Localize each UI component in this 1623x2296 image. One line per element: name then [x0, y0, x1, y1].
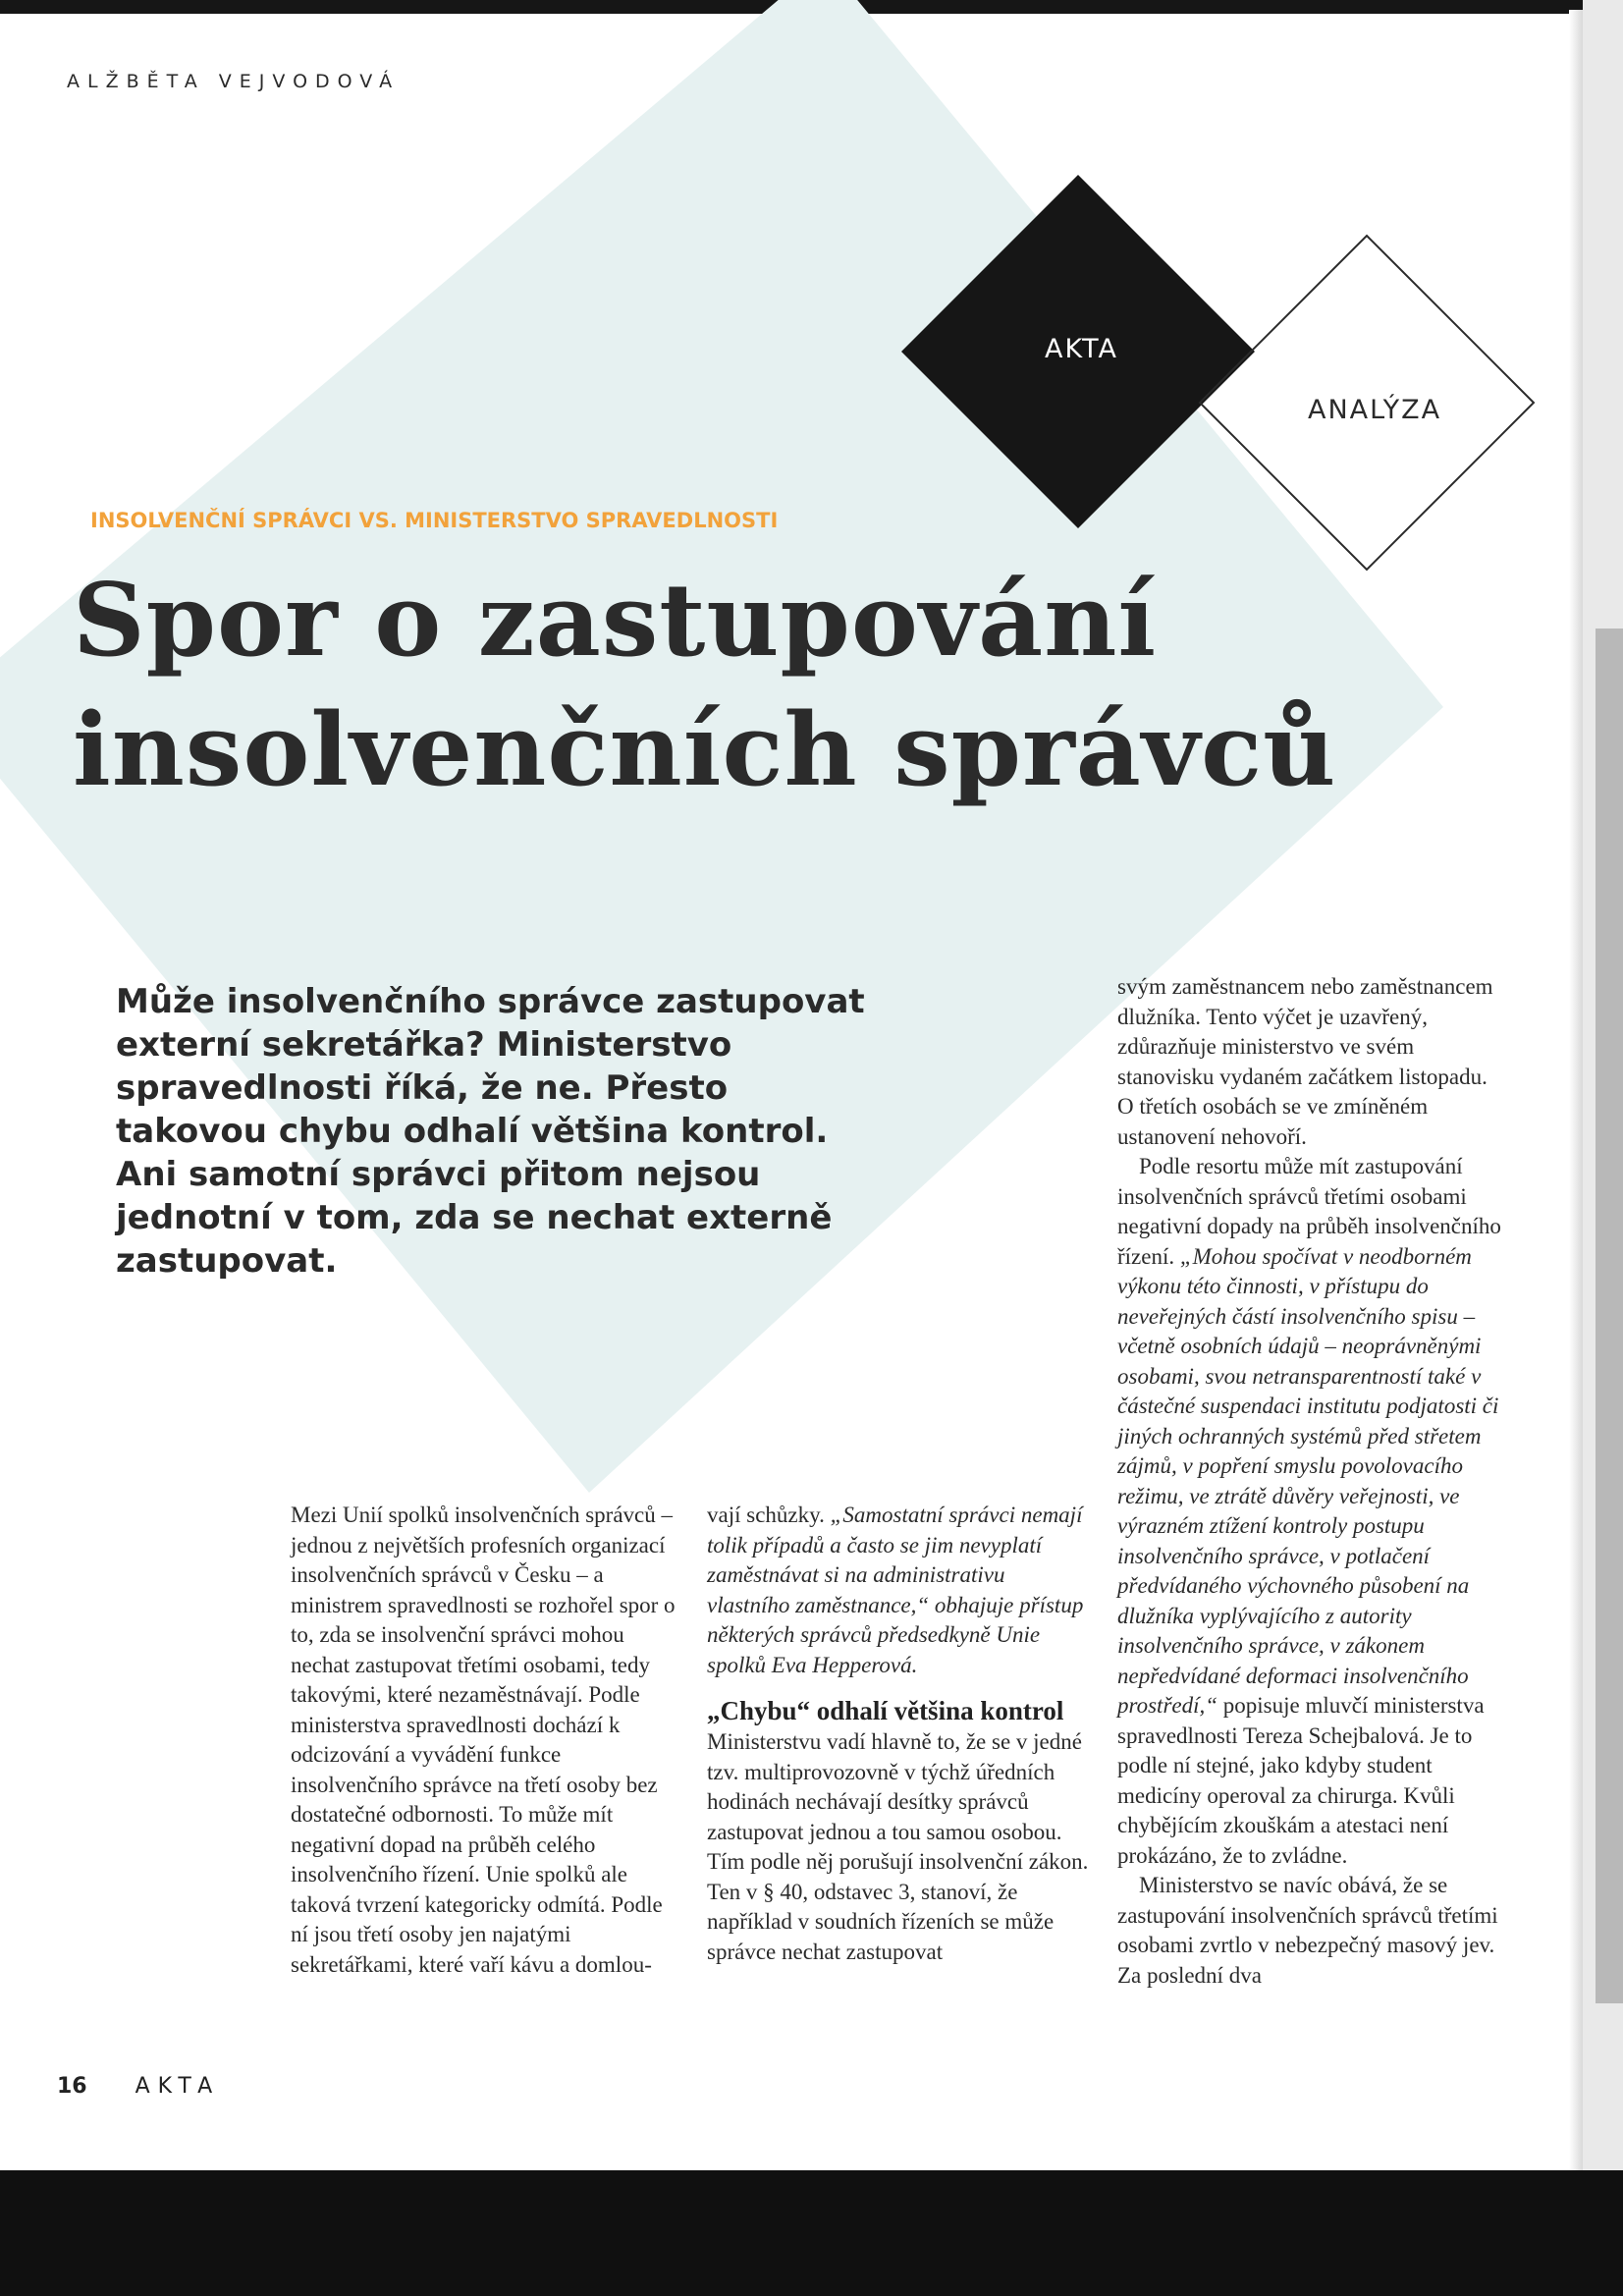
- quote: „Mohou spočívat v neodborném výkonu této činnosti, v přístupu do neveřejných částí insolvenčního spisu – včetně osobních údajů – neoprávněnými osobami, svou netransparentností také v částečné suspendaci institutu podjatosti či jiných ochranných systémů před střetem zájmů, v popření smyslu povolovacího režimu, ve ztrátě důvěry veřejnosti, ve výrazném ztížení kontroly postupu insolvenčního správce, v potlačení předvídaného výchovného působení na dlužníka vyplývajícího z autority insolvenčního správce, v zákonem nepředvídané deformaci insolvenčního prostředí,“: [1117, 1243, 1499, 1718]
- title-line-1: Spor o zastupování: [73, 562, 1158, 680]
- article-lead: Může insolvenčního správce zastupovat externí sekretářka? Ministerstvo spravedlnosti říká, že ne. Přesto takovou chybu odhalí většina kontrol. Ani samotní správci přitom nejsou jednotní v tom, zda se nechat externě zastupovat.: [116, 982, 865, 1281]
- body-column-3: [1117, 972, 1502, 1991]
- paragraph: [1117, 1152, 1502, 1871]
- paragraph: [707, 1501, 1092, 1680]
- paragraph: Mezi Unií spolků insolvenčních správců – jednou z největších profesních organizací insolvenčních správců v Česku – a ministrem spravedlnosti se rozhořel spor o to, zda se insolvenční správci mohou nechat zastupovat třetími osobami, tedy takovými, které nezaměstnávají. Podle ministerstva spravedlnosti dochází k odcizování a vyvádění funkce insolvenčního správce na třetí osoby bez dostatečné odbornosti. To může mít negativní dopad na průběh celého insolvenčního řízení. Unie spolků ale taková tvrzení kategoricky odmítá. Podle ní jsou třetí osoby jen najatými sekretářkami, které vaří kávu a domlou-: [291, 1503, 676, 1977]
- bottom-edge: [0, 2170, 1623, 2296]
- article-title: [73, 556, 1336, 815]
- attribution: obhajuje přístup některých správců předsedkyně Unie spolků Eva Hepperová.: [707, 1592, 1084, 1677]
- magazine-name: AKTA: [135, 2074, 221, 2099]
- author-name: ALŽBĚTA VEJVODOVÁ: [67, 71, 401, 92]
- paragraph: Ministerstvo se navíc obává, že se zastupování insolvenčních správců třetími osobami zvrtlo v nebezpečný masový jev. Za poslední dva: [1117, 1873, 1498, 1988]
- section-label-akta: AKTA: [1045, 334, 1118, 364]
- page-footer: [57, 2074, 220, 2099]
- paragraph: svým zaměstnancem nebo zaměstnancem dlužníka. Tento výčet je uzavřený, zdůrazňuje ministerstvo ve svém stanovisku vydaném začátkem listopadu. O třetích osobách se ve zmíněném ustanovení nehovoří.: [1117, 974, 1493, 1149]
- text: popisuje mluvčí ministerstva spravedlnosti Tereza Schejbalová. Je to podle ní stejné, jako kdyby student medicíny operoval za chirurga. Kvůli chybějícím zkouškám a atestaci není prokázáno, že to zvládne.: [1117, 1693, 1485, 1868]
- body-column-2: [707, 1501, 1092, 1967]
- subheading: „Chybu“ odhalí většina kontrol: [707, 1696, 1064, 1725]
- section-label-analyza: ANALÝZA: [1308, 395, 1442, 425]
- body-column-1: [291, 1501, 676, 1980]
- quote: „Samostatní správci nemají tolik případů a často se jim nevyplatí zaměstnávat si na administrativu vlastního zaměstnance,“: [707, 1503, 1083, 1617]
- page-number: 16: [57, 2074, 87, 2099]
- text: vají schůzky.: [707, 1503, 825, 1527]
- article-kicker: INSOLVENČNÍ SPRÁVCI VS. MINISTERSTVO SPRAVEDLNOSTI: [90, 509, 779, 532]
- title-line-2: insolvenčních správců: [73, 691, 1337, 809]
- text: Podle resortu může mít zastupování insolvenčních správců třetími osobami negativní dopady na průběh insolvenčního řízení.: [1117, 1154, 1501, 1269]
- paragraph: Ministerstvu vadí hlavně to, že se v jedné tzv. multiprovozovně v týchž úředních hodinách nechávají desítky správců zastupovat jednou a tou samou osobou. Tím podle něj porušují insolvenční zákon. Ten v § 40, odstavec 3, stanoví, že například v soudních řízeních se může správce nechat zastupovat: [707, 1729, 1089, 1964]
